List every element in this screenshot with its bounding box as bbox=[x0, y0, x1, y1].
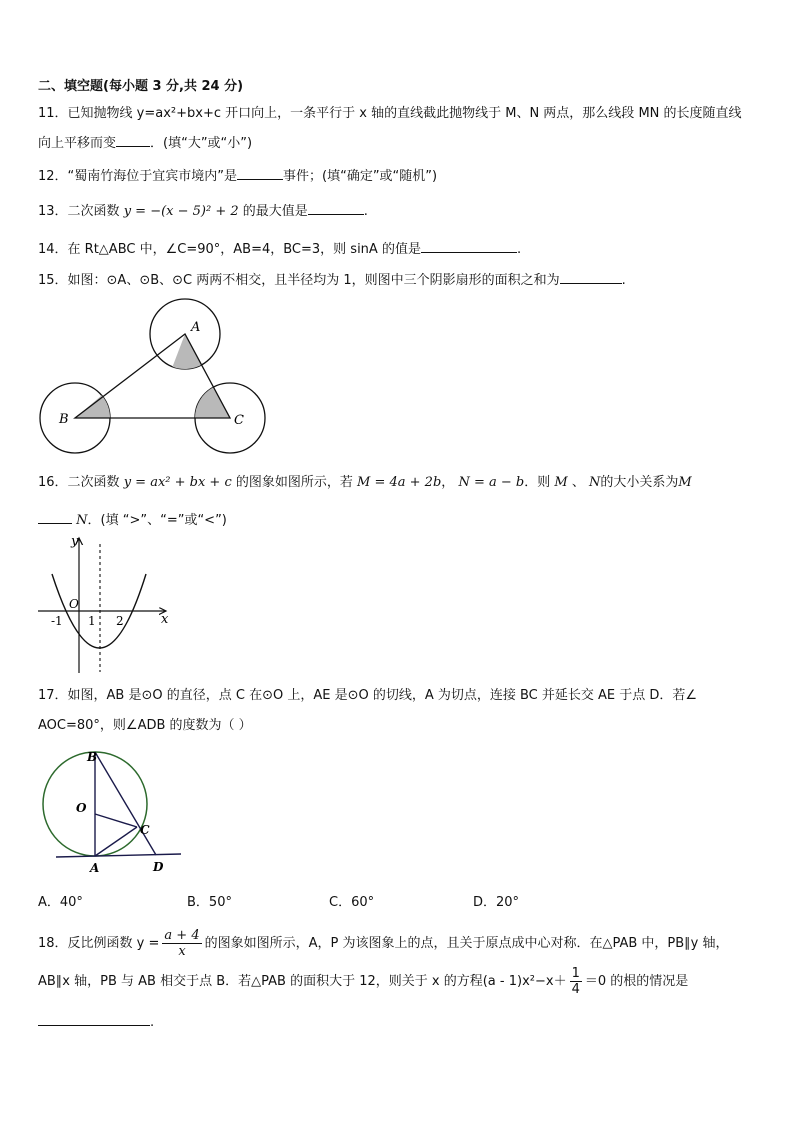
q15-text-a: 15．如图：⊙A、⊙B、⊙C 两两不相交，且半径均为 1，则图中三个阴影扇形的面积之和为 bbox=[38, 273, 560, 288]
q14-answer-blank[interactable] bbox=[421, 240, 517, 253]
q16-m: M bbox=[554, 475, 568, 490]
q17-option-a[interactable]: A．40° bbox=[38, 895, 83, 910]
label-a: A bbox=[90, 861, 100, 875]
q15-line bbox=[38, 271, 626, 290]
q17-option-c[interactable]: C．60° bbox=[329, 895, 375, 910]
q16-function: y = ax² + bx + c bbox=[123, 475, 232, 490]
q13-answer-blank[interactable] bbox=[308, 202, 364, 215]
q12-answer-blank[interactable] bbox=[237, 167, 283, 180]
q17-line2: AOC=80°，则∠ADB 的度数为（ ） bbox=[38, 718, 252, 733]
q16-m-expression: M = 4a + 2b bbox=[357, 475, 442, 490]
q18-text-d: ＝0 的根的情况是 bbox=[584, 974, 689, 989]
label-c: C bbox=[234, 413, 244, 428]
q13-text-a: 13．二次函数 bbox=[38, 204, 120, 219]
q18-fraction2 bbox=[570, 966, 582, 997]
label-d: D bbox=[153, 860, 164, 874]
q12-line bbox=[38, 167, 437, 186]
q14-text-b: . bbox=[516, 242, 522, 257]
q18-frac2-num: 1 bbox=[571, 966, 580, 981]
q14-text-a: 14．在 Rt△ABC 中，∠C=90°，AB=4，BC=3，则 sinA 的值是 bbox=[38, 242, 421, 257]
q13-text-b: 的最大值是 bbox=[242, 204, 308, 219]
q18-text-b: 的图象如图所示，A，P 为该图象上的点，且关于原点成中心对称．在△PAB 中，PB∥y 轴， bbox=[204, 936, 729, 951]
q15-figure bbox=[30, 292, 280, 457]
q11-line1: 11．已知抛物线 y=ax²+bx+c 开口向上，一条平行于 x 轴的直线截此抛物线于 M、N 两点，那么线段 MN 的长度随直线 bbox=[38, 106, 742, 121]
q18-frac-den: x bbox=[178, 944, 186, 959]
label-neg1: -1 bbox=[51, 614, 63, 628]
q16-n2: N bbox=[76, 513, 88, 528]
q13-line bbox=[38, 202, 368, 221]
q18-answer-blank[interactable] bbox=[38, 1013, 150, 1026]
q16-text-f: 的大小关系为 bbox=[600, 475, 679, 490]
q17-figure bbox=[36, 744, 186, 876]
q16-text-c: ， bbox=[441, 475, 455, 490]
q16-line2 bbox=[38, 511, 227, 530]
sector-c bbox=[195, 388, 230, 419]
label-c: C bbox=[140, 823, 150, 837]
q18-text-c: AB∥x 轴，PB 与 AB 相交于点 B．若△PAB 的面积大于 12，则关于 x 的方程(a - 1)x²−x＋ bbox=[38, 974, 567, 989]
label-b: B bbox=[87, 750, 98, 764]
q18-fraction bbox=[162, 928, 201, 959]
q15-answer-blank[interactable] bbox=[560, 271, 622, 284]
tangent-ae bbox=[56, 854, 181, 857]
q11-text-b: ．(填“大”或“小”) bbox=[150, 136, 253, 151]
q16-line1 bbox=[38, 474, 692, 492]
q18-line3 bbox=[38, 1013, 154, 1032]
q18-line2 bbox=[38, 962, 688, 1002]
q16-n: N bbox=[588, 475, 601, 490]
q13-expression: y = −(x − 5)² + 2 bbox=[123, 204, 239, 219]
label-origin: O bbox=[69, 597, 79, 611]
q16-n-expression: N = a − b bbox=[458, 475, 525, 490]
q12-text-b: 事件；(填“确定”或“随机”) bbox=[283, 169, 438, 184]
q16-answer-blank[interactable] bbox=[38, 511, 72, 524]
q11-text-a: 向上平移而变 bbox=[38, 136, 117, 151]
q11-answer-blank[interactable] bbox=[116, 134, 150, 147]
q16-text-e: 、 bbox=[571, 475, 585, 490]
q18-line1 bbox=[38, 924, 729, 964]
section-title: 二、填空题(每小题 3 分,共 24 分) bbox=[38, 79, 244, 94]
q12-text-a: 12．“蜀南竹海位于宜宾市境内”是 bbox=[38, 169, 238, 184]
q16-m2: M bbox=[678, 475, 692, 490]
q15-text-b: . bbox=[621, 273, 626, 288]
q18-text-e: . bbox=[150, 1015, 155, 1030]
q16-text-d: ．则 bbox=[524, 475, 551, 490]
q13-text-c: . bbox=[363, 204, 368, 219]
q16-text-g: ．(填 “>”、“=”或“<”) bbox=[87, 513, 227, 528]
q18-frac2-den: 4 bbox=[571, 982, 580, 997]
q17-line1: 17．如图，AB 是⊙O 的直径，点 C 在⊙O 上，AE 是⊙O 的切线，A 为切点，连接 BC 并延长交 AE 于点 D．若∠ bbox=[38, 688, 698, 703]
q16-figure bbox=[34, 530, 184, 676]
q16-text-a: 16．二次函数 bbox=[38, 475, 120, 490]
label-o: O bbox=[76, 801, 87, 815]
q16-text-b: 的图象如图所示，若 bbox=[235, 475, 353, 490]
q17-option-b[interactable]: B．50° bbox=[187, 895, 232, 910]
line-oc bbox=[95, 814, 137, 827]
q17-option-d[interactable]: D．20° bbox=[473, 895, 520, 910]
label-2: 2 bbox=[116, 614, 124, 628]
label-1: 1 bbox=[88, 614, 96, 628]
label-a: A bbox=[191, 320, 201, 335]
label-x: x bbox=[161, 612, 169, 627]
label-b: B bbox=[59, 412, 69, 427]
label-y: y bbox=[71, 534, 79, 549]
q18-frac-num: a + 4 bbox=[164, 928, 200, 943]
q18-text-a: 18．反比例函数 y = bbox=[38, 936, 160, 951]
q11-line2 bbox=[38, 134, 252, 153]
q14-line bbox=[38, 240, 521, 259]
